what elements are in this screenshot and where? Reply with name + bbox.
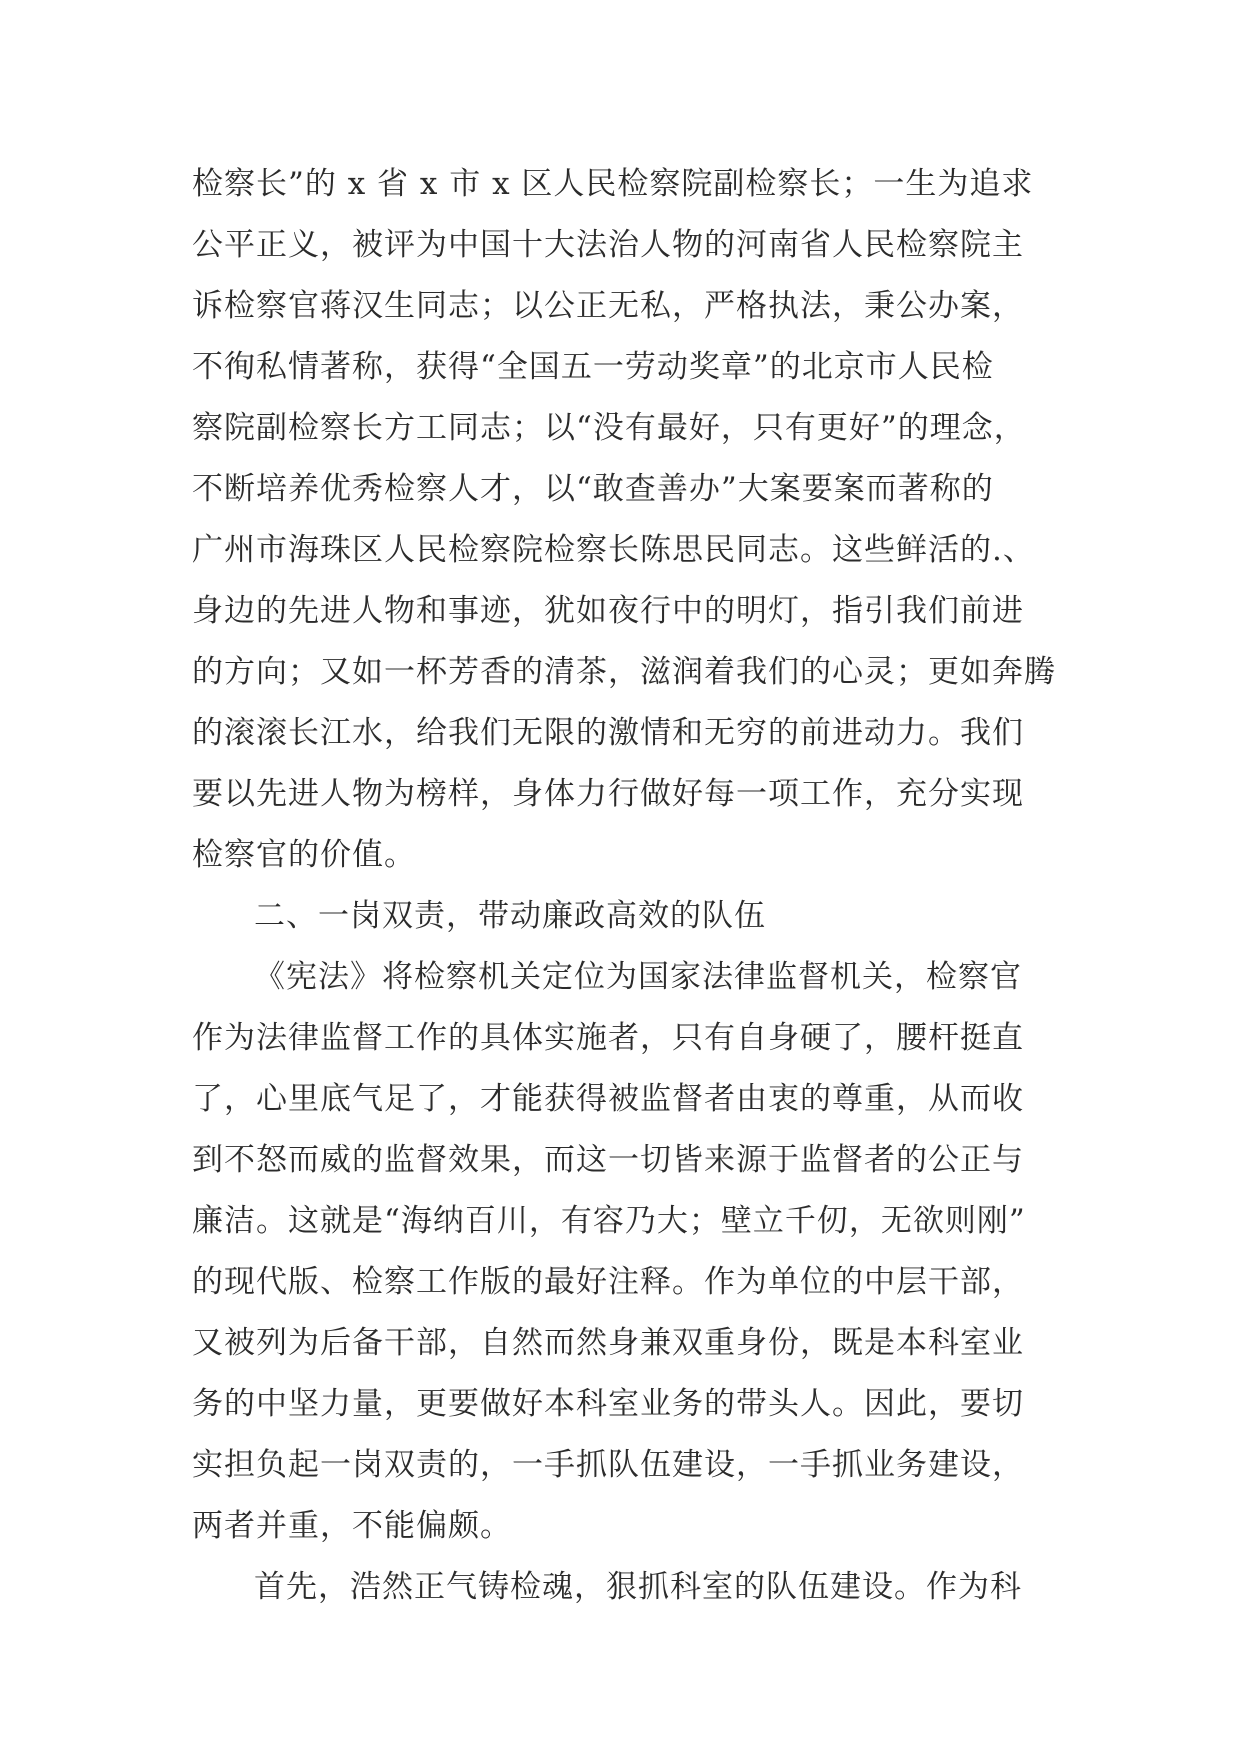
text-line: 不徇私情著称，获得“全国五一劳动奖章”的北京市人民检 [192, 349, 994, 385]
text-line: 廉洁。这就是“海纳百川，有容乃大；壁立千仞，无欲则刚” [192, 1203, 1026, 1239]
text-line: 的方向；又如一杯芳香的清茶，滋润着我们的心灵；更如奔腾 [192, 654, 1056, 690]
text-line: 公平正义，被评为中国十大法治人物的河南省人民检察院主 [192, 227, 1024, 263]
text-line: 务的中坚力量，更要做好本科室业务的带头人。因此，要切 [192, 1386, 1024, 1422]
text-line: 察院副检察长方工同志；以“没有最好，只有更好”的理念， [192, 410, 1026, 446]
text-line: 广州市海珠区人民检察院检察长陈思民同志。这些鲜活的.、 [192, 532, 1035, 568]
text-line: 要以先进人物为榜样，身体力行做好每一项工作，充分实现 [192, 776, 1024, 812]
text-line: 身边的先进人物和事迹，犹如夜行中的明灯，指引我们前进 [192, 593, 1024, 629]
text-line: 检察长”的 x 省 x 市 x 区人民检察院副检察长；一生为追求 [192, 166, 1034, 202]
paragraph-first-line: 《宪法》将检察机关定位为国家法律监督机关，检察官 [254, 959, 1022, 995]
text-line: 诉检察官蒋汉生同志；以公正无私，严格执法，秉公办案， [192, 288, 1024, 324]
text-line: 两者并重，不能偏颇。 [192, 1508, 512, 1544]
paragraph-first-line: 首先，浩然正气铸检魂，狠抓科室的队伍建设。作为科 [254, 1569, 1022, 1605]
paragraph-first-line: 二、一岗双责，带动廉政高效的队伍 [254, 898, 766, 934]
text-line: 的现代版、检察工作版的最好注释。作为单位的中层干部， [192, 1264, 1024, 1300]
text-line: 不断培养优秀检察人才，以“敢查善办”大案要案而著称的 [192, 471, 994, 507]
text-line: 作为法律监督工作的具体实施者，只有自身硬了，腰杆挺直 [192, 1020, 1024, 1056]
text-line: 到不怒而威的监督效果，而这一切皆来源于监督者的公正与 [192, 1142, 1024, 1178]
document-body [192, 154, 1056, 1618]
text-line: 又被列为后备干部，自然而然身兼双重身份，既是本科室业 [192, 1325, 1024, 1361]
text-line: 了，心里底气足了，才能获得被监督者由衷的尊重，从而收 [192, 1081, 1024, 1117]
text-line: 实担负起一岗双责的，一手抓队伍建设，一手抓业务建设， [192, 1447, 1024, 1483]
text-line: 检察官的价值。 [192, 837, 416, 873]
text-line: 的滚滚长江水，给我们无限的激情和无穷的前进动力。我们 [192, 715, 1024, 751]
